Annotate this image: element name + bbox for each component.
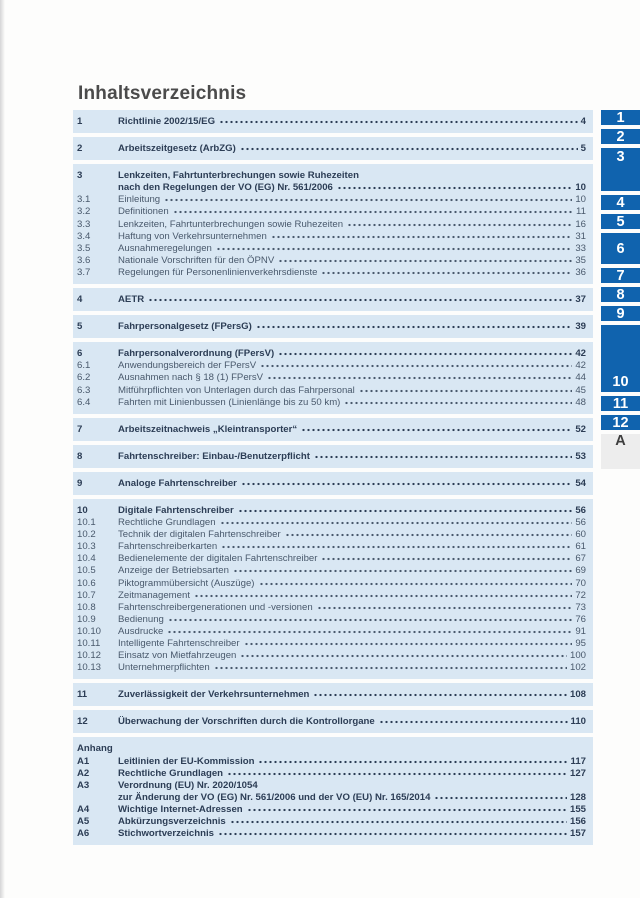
toc-section xyxy=(73,342,593,413)
toc-page-number: 39 xyxy=(575,321,586,333)
thumb-tab-label: 3 xyxy=(616,149,625,165)
toc-row-title: Ausnahmen nach § 18 (1) FPersV xyxy=(118,372,264,384)
toc-page-number: 5 xyxy=(580,143,586,155)
dot-leader xyxy=(434,796,567,800)
toc-page-number: 73 xyxy=(575,601,586,613)
toc-page-number: 95 xyxy=(575,638,586,649)
toc-row-number: A6 xyxy=(77,828,90,840)
toc-page-number: 37 xyxy=(575,294,586,306)
toc-page-number: 70 xyxy=(575,577,586,589)
toc-section xyxy=(73,418,593,441)
toc-row xyxy=(77,529,586,541)
toc-row xyxy=(77,743,586,755)
dot-leader xyxy=(220,521,573,525)
toc-page-number: 42 xyxy=(575,360,586,372)
toc-page-number: 11 xyxy=(576,206,586,218)
toc-row-number: 3.4 xyxy=(77,230,91,242)
thumb-tab-4 xyxy=(601,195,640,210)
toc-row xyxy=(77,662,586,674)
toc-page-number: 56 xyxy=(575,517,586,529)
toc-row-title: Fahrtenschreibergenerationen und -versionen xyxy=(118,601,313,613)
toc-row-title: Fahrten mit Linienbussen (Linienlänge bis zu 50 km) xyxy=(118,396,341,408)
toc-row-title: Abkürzungsverzeichnis xyxy=(118,816,226,828)
toc-page-number: 48 xyxy=(575,396,586,408)
toc-row-number: 10.5 xyxy=(77,565,96,577)
thumb-tab-label: 6 xyxy=(616,240,625,257)
toc-row xyxy=(77,578,586,590)
toc-row-number: 10.12 xyxy=(77,650,102,662)
dot-leader xyxy=(278,352,572,356)
toc-row xyxy=(77,194,586,206)
thumb-tab-label: 2 xyxy=(616,128,625,145)
dot-leader xyxy=(321,557,572,561)
toc-row-number: 3.3 xyxy=(77,218,91,230)
tab-column xyxy=(601,0,640,898)
toc-row-number: 10.10 xyxy=(77,625,102,637)
toc-row xyxy=(77,650,586,662)
toc-row-title: Verordnung (EU) Nr. 2020/1054 xyxy=(118,779,258,791)
thumb-tab-label: 1 xyxy=(616,109,625,126)
dot-leader xyxy=(321,271,572,275)
thumb-tab-3 xyxy=(601,148,640,191)
toc-section xyxy=(73,710,593,733)
toc-row-number: 10.13 xyxy=(77,662,102,674)
toc-row-number: 10.1 xyxy=(77,517,96,529)
dot-leader xyxy=(244,642,573,646)
toc-page-number: 72 xyxy=(575,589,586,601)
toc-section xyxy=(73,472,593,495)
toc-page-number: 52 xyxy=(575,423,586,435)
toc-row-title: zur Änderung der VO (EG) Nr. 561/2006 und der VO (EU) Nr. 165/2014 xyxy=(118,791,431,803)
toc-page-number: 44 xyxy=(575,372,586,384)
toc-row-number: A2 xyxy=(77,767,90,779)
toc-row-number: 6.2 xyxy=(77,372,91,384)
dot-leader xyxy=(219,120,578,124)
toc-row-title: Stichwortverzeichnis xyxy=(118,828,214,840)
dot-leader xyxy=(379,720,568,724)
thumb-tab-2 xyxy=(601,129,640,144)
dot-leader xyxy=(347,223,572,227)
toc-row-title: Lenkzeiten, Fahrtunterbrechungen sowie Ruhezeiten xyxy=(118,218,344,230)
toc-row xyxy=(77,182,586,194)
toc-row xyxy=(77,768,586,780)
toc-row-title: Zuverlässigkeit der Verkehrsunternehmen xyxy=(118,689,310,701)
toc-row-number: 3.5 xyxy=(77,242,91,254)
toc-page-number: 128 xyxy=(569,791,586,803)
toc-row-title: Ausdrucke xyxy=(118,625,164,637)
thumb-tab-label: A xyxy=(615,433,626,449)
toc-row-number: 12 xyxy=(77,716,88,728)
dot-leader xyxy=(218,832,567,836)
toc-row-title: Einleitung xyxy=(118,194,161,206)
toc-row-title: Piktogrammübersicht (Auszüge) xyxy=(118,577,255,589)
toc-row xyxy=(77,143,586,155)
toc-row-number: 10.8 xyxy=(77,601,96,613)
toc-page-number: 157 xyxy=(569,828,586,840)
toc-section xyxy=(73,737,593,845)
dot-leader xyxy=(227,772,567,776)
toc-row-title: Technik der digitalen Fahrtenschreiber xyxy=(118,529,281,541)
toc-row xyxy=(77,170,586,182)
toc-row-title: Mitführpflichten von Unterlagen durch das Fahrpersonal xyxy=(118,384,355,396)
thumb-tab-label: 10 xyxy=(612,374,629,390)
thumb-tab-label: 7 xyxy=(616,267,625,284)
toc-row-title: Fahrpersonalverordnung (FPersV) xyxy=(118,348,275,360)
toc-page-number: 56 xyxy=(575,504,586,516)
toc-row xyxy=(77,231,586,243)
toc-row xyxy=(77,219,586,231)
toc-row-number: 6 xyxy=(77,348,83,360)
toc-row-number: 8 xyxy=(77,450,83,462)
toc-page-number: 54 xyxy=(575,477,586,489)
toc-row-number: 6.4 xyxy=(77,396,91,408)
toc-row xyxy=(77,614,586,626)
dot-leader xyxy=(230,820,567,824)
dot-leader xyxy=(267,376,572,380)
toc-row-number: 10.7 xyxy=(77,589,96,601)
toc-row xyxy=(77,828,586,840)
toc-row xyxy=(77,804,586,816)
dot-leader xyxy=(240,654,567,658)
toc-row-number: 10.6 xyxy=(77,577,96,589)
toc-row-title: Nationale Vorschriften für den ÖPNV xyxy=(118,254,275,266)
toc-row-title: Regelungen für Personenlinienverkehrsdienste xyxy=(118,266,318,278)
toc-row-number: 10.4 xyxy=(77,553,96,565)
dot-leader xyxy=(317,606,573,610)
toc-page-number: 108 xyxy=(569,689,586,701)
thumb-tab-label: 5 xyxy=(616,213,625,230)
thumb-tab-A xyxy=(601,434,640,469)
toc-row-number: 3.1 xyxy=(77,194,91,206)
toc-row xyxy=(77,255,586,267)
toc-page-number: 127 xyxy=(569,767,586,779)
dot-leader xyxy=(173,210,573,214)
dot-leader xyxy=(337,186,572,190)
toc-row-title: Bedienung xyxy=(118,613,164,625)
toc-row-number: 10.9 xyxy=(77,613,96,625)
toc-row-title: Wichtige Internet-Adressen xyxy=(118,803,243,815)
toc-row-number: A5 xyxy=(77,816,90,828)
dot-leader xyxy=(164,198,572,202)
dot-leader xyxy=(359,389,573,393)
thumb-tab-label: 9 xyxy=(616,305,625,322)
thumb-tab-label: 11 xyxy=(612,395,629,412)
toc-row xyxy=(77,505,586,517)
toc-row xyxy=(77,451,586,463)
toc-row xyxy=(77,517,586,529)
toc-row-title: Rechtliche Grundlagen xyxy=(118,517,216,529)
toc-page-number: 117 xyxy=(570,755,586,767)
thumb-tab-12 xyxy=(601,415,640,430)
toc-row-title: Definitionen xyxy=(118,206,169,218)
toc-page-number: 69 xyxy=(575,565,586,577)
toc-row-number: A3 xyxy=(77,779,90,791)
toc-row-title: Fahrpersonalgesetz (FPersG) xyxy=(118,321,252,333)
toc-row-title: Anzeige der Betriebsarten xyxy=(118,565,229,577)
toc-row-number: A1 xyxy=(77,755,90,767)
dot-leader xyxy=(314,455,572,459)
toc-row-title: Ausnahmeregelungen xyxy=(118,242,212,254)
dot-leader xyxy=(241,482,572,486)
toc-section xyxy=(73,110,593,133)
toc-page-number: 31 xyxy=(575,230,586,242)
toc-section xyxy=(73,445,593,468)
toc-row xyxy=(77,267,586,279)
toc-row-number: Anhang xyxy=(77,743,113,755)
toc-row xyxy=(77,116,586,128)
toc-page-number: 35 xyxy=(575,254,586,266)
toc-section xyxy=(73,164,593,284)
toc-page-number: 10 xyxy=(575,194,586,206)
thumb-tab-1 xyxy=(601,110,640,125)
toc-row xyxy=(77,385,586,397)
dot-leader xyxy=(247,808,567,812)
toc-row xyxy=(77,478,586,490)
dot-leader xyxy=(260,364,572,368)
toc-row xyxy=(77,590,586,602)
toc-page-number: 53 xyxy=(575,450,586,462)
toc-row xyxy=(77,553,586,565)
thumb-tab-8 xyxy=(601,287,640,302)
dot-leader xyxy=(313,693,567,697)
toc-row-title: nach den Regelungen der VO (EG) Nr. 561/2006 xyxy=(118,182,333,194)
toc-row-number: 6.3 xyxy=(77,384,91,396)
thumb-tab-7 xyxy=(601,268,640,283)
toc-row-number: 3.6 xyxy=(77,254,91,266)
thumb-tab-label: 12 xyxy=(612,414,629,431)
toc-row xyxy=(77,206,586,218)
toc-row xyxy=(77,243,586,255)
toc-row-number: 10.3 xyxy=(77,541,96,553)
toc-page-number: 76 xyxy=(575,613,586,625)
dot-leader xyxy=(256,325,573,329)
dot-leader xyxy=(214,666,567,670)
toc-row-title: AETR xyxy=(118,294,145,306)
toc-row-number: 11 xyxy=(77,689,88,701)
toc-row-title: Lenkzeiten, Fahrtunterbrechungen sowie Ruhezeiten xyxy=(118,170,359,182)
thumb-tab-11 xyxy=(601,396,640,411)
toc-row-title: Zeitmanagement xyxy=(118,589,190,601)
toc-row xyxy=(77,321,586,333)
toc-row xyxy=(77,565,586,577)
toc-page-number: 102 xyxy=(569,662,586,674)
toc-section xyxy=(73,137,593,160)
toc-row-title: Haftung von Verkehrsunternehmen xyxy=(118,230,267,242)
dot-leader xyxy=(148,298,572,302)
toc-row-title: Intelligente Fahrtenschreiber xyxy=(118,638,240,649)
toc-row-title: Arbeitszeitnachweis „Kleintransporter“ xyxy=(118,423,298,435)
dot-leader xyxy=(271,235,573,239)
toc-row-title: Überwachung der Vorschriften durch die Kontrollorgane xyxy=(118,716,375,728)
toc-row xyxy=(77,638,586,650)
dot-leader xyxy=(216,247,572,251)
dot-leader xyxy=(278,259,572,263)
toc-row-number: 3.7 xyxy=(77,266,91,278)
dot-leader xyxy=(221,545,572,549)
dot-leader xyxy=(233,569,572,573)
toc-row xyxy=(77,360,586,372)
toc-row-number: 6.1 xyxy=(77,360,91,372)
toc-row-number: 3.2 xyxy=(77,206,91,218)
toc-row xyxy=(77,602,586,614)
toc-row-number: 7 xyxy=(77,423,83,435)
dot-leader xyxy=(167,630,572,634)
toc-page-number: 36 xyxy=(575,266,586,278)
toc-page-number: 61 xyxy=(575,541,586,553)
toc-page-number: 110 xyxy=(570,716,586,728)
toc-row xyxy=(77,541,586,553)
toc-section xyxy=(73,683,593,706)
toc-page-number: 100 xyxy=(569,650,586,662)
toc-row-title: Digitale Fahrtenschreiber xyxy=(118,504,234,516)
toc-row-title: Anwendungsbereich der FPersV xyxy=(118,360,257,372)
thumb-tab-5 xyxy=(601,214,640,229)
toc-row xyxy=(77,756,586,768)
dot-leader xyxy=(258,760,567,764)
dot-leader xyxy=(238,509,573,513)
toc-row-number: 10 xyxy=(77,504,88,516)
dot-leader xyxy=(240,147,578,151)
thumb-tab-label: 8 xyxy=(616,286,625,303)
toc-row-title: Fahrtenschreiber: Einbau-/Benutzerpflicht xyxy=(118,450,310,462)
toc-row xyxy=(77,816,586,828)
toc-row xyxy=(77,626,586,638)
thumb-tab-label: 4 xyxy=(616,194,625,211)
toc-row-number: 5 xyxy=(77,321,83,333)
toc-row-title: Rechtliche Grundlagen xyxy=(118,767,224,779)
thumb-tab-9 xyxy=(601,306,640,321)
toc-page-number: 42 xyxy=(575,348,586,360)
toc-row xyxy=(77,294,586,306)
toc-row-number: 9 xyxy=(77,477,83,489)
toc-page-number: 156 xyxy=(569,816,586,828)
toc-page-number: 155 xyxy=(569,803,586,815)
toc-row-title: Bedienelemente der digitalen Fahrtenschreiber xyxy=(118,553,318,565)
toc-row-title: Fahrtenschreiberkarten xyxy=(118,541,218,553)
toc-page-number: 60 xyxy=(575,529,586,541)
toc-row xyxy=(77,372,586,384)
dot-leader xyxy=(285,533,573,537)
toc-row xyxy=(77,716,586,728)
toc-row-number: 4 xyxy=(77,294,83,306)
toc-section xyxy=(73,499,593,679)
dot-leader xyxy=(194,594,572,598)
toc-row-title: Arbeitszeitgesetz (ArbZG) xyxy=(118,143,236,155)
toc-row xyxy=(77,780,586,792)
thumb-tab-6 xyxy=(601,233,640,264)
thumb-tab-10 xyxy=(601,325,640,392)
toc-row-title: Leitlinien der EU-Kommission xyxy=(118,755,255,767)
toc-row-number: A4 xyxy=(77,803,90,815)
toc-row xyxy=(77,792,586,804)
toc-row-title: Analoge Fahrtenschreiber xyxy=(118,477,237,489)
page-title: Inhaltsverzeichnis xyxy=(78,83,247,104)
toc-page-number: 16 xyxy=(575,218,586,230)
dot-leader xyxy=(301,428,572,432)
toc-row-number: 3 xyxy=(77,170,83,182)
toc-row-number: 10.2 xyxy=(77,529,96,541)
toc-row xyxy=(77,689,586,701)
toc-page-number: 67 xyxy=(575,553,586,565)
toc-page-number: 45 xyxy=(575,384,586,396)
toc xyxy=(73,110,593,845)
toc-page-number: 33 xyxy=(575,242,586,254)
toc-page-number: 91 xyxy=(575,625,586,637)
toc-row-number: 1 xyxy=(77,116,83,127)
toc-row-number: 10.11 xyxy=(77,638,101,649)
dot-leader xyxy=(344,401,572,405)
toc-page-number: 4 xyxy=(580,116,586,127)
toc-row xyxy=(77,424,586,436)
dot-leader xyxy=(168,618,572,622)
toc-row xyxy=(77,348,586,360)
dot-leader xyxy=(259,582,573,586)
toc-row xyxy=(77,397,586,409)
toc-section xyxy=(73,315,593,338)
toc-row-number: 2 xyxy=(77,143,83,155)
toc-row-title: Richtlinie 2002/15/EG xyxy=(118,116,216,127)
toc-page-number: 10 xyxy=(575,182,586,194)
toc-row-title: Unternehmerpflichten xyxy=(118,662,210,674)
toc-section xyxy=(73,288,593,311)
toc-row-title: Einsatz von Mietfahrzeugen xyxy=(118,650,237,662)
